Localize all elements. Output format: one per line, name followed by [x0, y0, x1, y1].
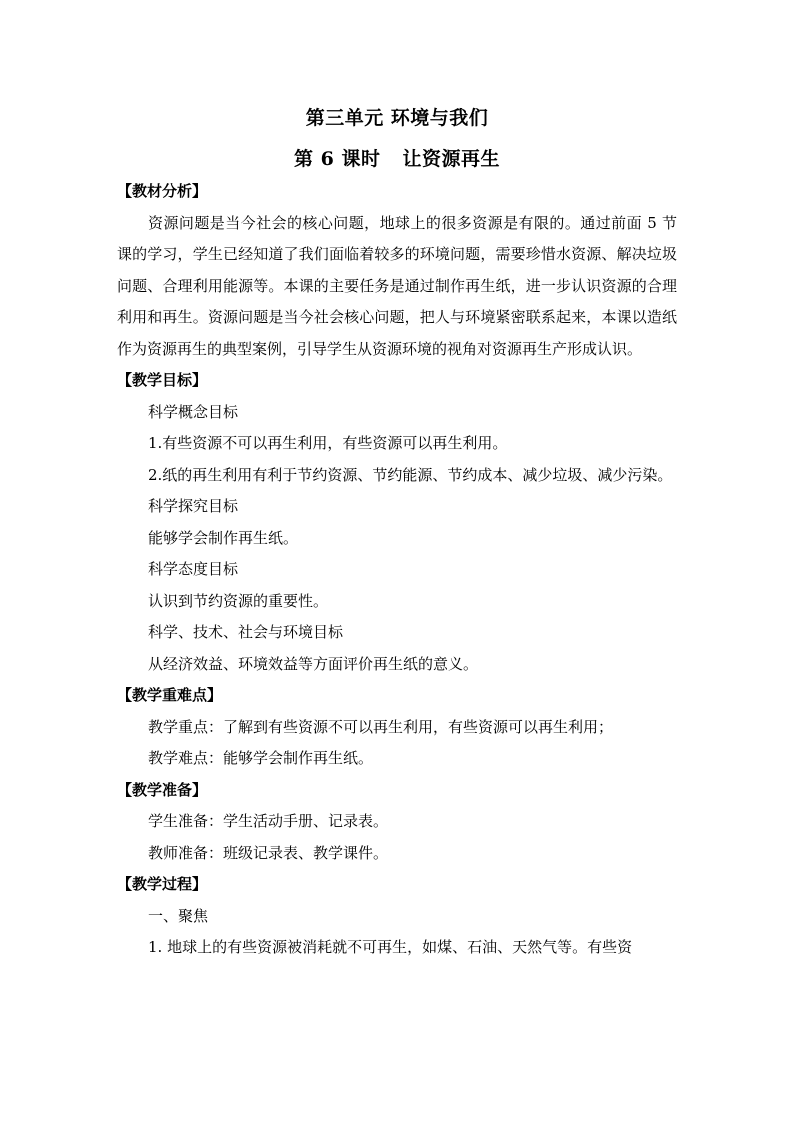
process-step-1: 一、聚焦: [148, 906, 209, 925]
goal-concept-item-1: 1.有些资源不可以再生利用，有些资源可以再生利用。: [148, 434, 508, 452]
goal-inquiry-item-1: 能够学会制作再生纸。: [148, 528, 299, 547]
goal-stse-item-1: 从经济效益、环境效益等方面评价再生纸的意义。: [148, 654, 479, 673]
goal-attitude-title: 科学态度目标: [148, 560, 239, 578]
process-item-1: 1. 地球上的有些资源被消耗就不可再生，如煤、石油、天然气等。有些资: [148, 938, 633, 956]
section-heading-analysis: 【教材分析】: [117, 182, 208, 200]
document-body: [117, 176, 677, 964]
lesson-title: [0, 147, 794, 171]
goal-concept-item-2: 2.纸的再生利用有利于节约资源、节约能源、节约成本、减少垃圾、减少污染。: [148, 465, 673, 484]
goal-concept-title: 科学概念目标: [148, 402, 239, 421]
goal-stse-title: 科学、技术、社会与环境目标: [148, 623, 344, 641]
keypoint-key: 教学重点：了解到有些资源不可以再生利用，有些资源可以再生利用；: [148, 717, 614, 736]
section-heading-preparation: 【教学准备】: [117, 780, 208, 799]
goal-attitude-item-1: 认识到节约资源的重要性。: [148, 591, 329, 610]
keypoint-difficult: 教学难点：能够学会制作再生纸。: [148, 749, 374, 767]
preparation-teacher: 教师准备：班级记录表、教学课件。: [148, 843, 389, 862]
lesson-name: 让资源再生: [402, 148, 500, 170]
section-heading-goals: 【教学目标】: [117, 371, 208, 389]
section-heading-keypoints: 【教学重难点】: [117, 686, 223, 704]
preparation-student: 学生准备：学生活动手册、记录表。: [148, 812, 389, 830]
unit-title: 第三单元 环境与我们: [305, 107, 489, 129]
analysis-paragraph: 资源问题是当今社会的核心问题，地球上的很多资源是有限的。通过前面 5 节课的学习，学生已经知道了我们面临着较多的环境问题，需要珍惜水资源、解决垃圾问题、合理利用能源等。本课的主要任务是通过制作再生纸，进一步认识资源的合理利用和再生。资源问题是当今社会核心问题，把人与环境紧密联系起来，本课以造纸作为资源再生的典型案例，引导学生从资源环境的视角对资源再生产形成认识。: [117, 213, 677, 358]
section-heading-process: 【教学过程】: [117, 875, 208, 893]
goal-inquiry-title: 科学探究目标: [148, 497, 239, 515]
lesson-number: 第 6 课时: [294, 148, 381, 170]
